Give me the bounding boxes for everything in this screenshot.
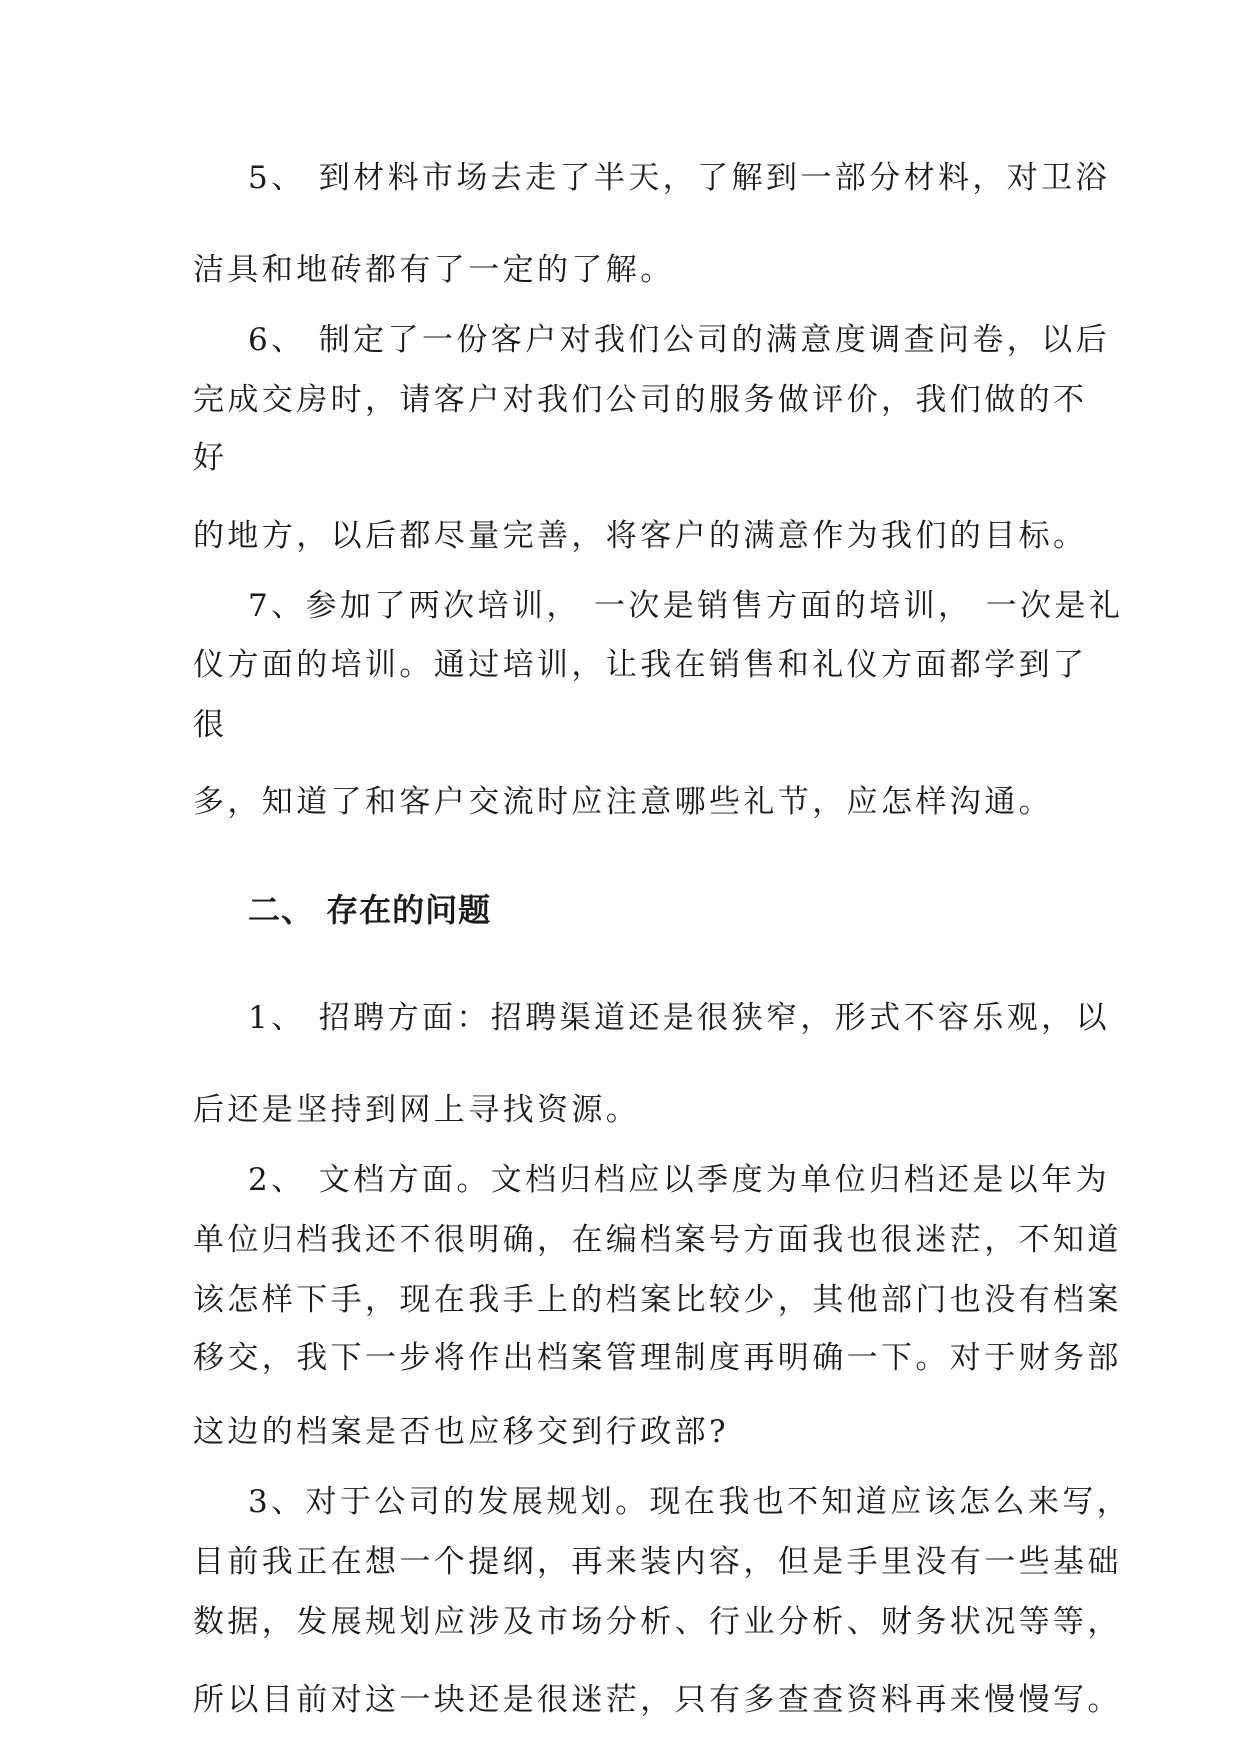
paragraph-line: 完成交房时，请客户对我们公司的服务做评价，我们做的不 <box>193 382 1088 418</box>
paragraph-line: 好 <box>193 440 228 476</box>
paragraph-line: 6、 制定了一份客户对我们公司的满意度调查问卷，以后 <box>248 322 1110 358</box>
paragraph-line: 多，知道了和客户交流时应注意哪些礼节，应怎样沟通。 <box>193 784 1053 820</box>
paragraph-line: 3、对于公司的发展规划。现在我也不知道应该怎么来写， <box>248 1484 1132 1520</box>
paragraph-line: 移交，我下一步将作出档案管理制度再明确一下。对于财务部 <box>193 1340 1122 1376</box>
section-heading: 二、 存在的问题 <box>248 891 492 929</box>
paragraph-line: 1、 招聘方面：招聘渠道还是很狭窄，形式不容乐观，以 <box>248 1000 1110 1036</box>
paragraph-line: 洁具和地砖都有了一定的了解。 <box>193 252 675 288</box>
paragraph-line: 该怎样下手，现在我手上的档案比较少，其他部门也没有档案 <box>193 1282 1122 1318</box>
paragraph-line: 这边的档案是否也应移交到行政部? <box>193 1414 730 1450</box>
paragraph-line: 单位归档我还不很明确，在编档案号方面我也很迷茫，不知道 <box>193 1222 1122 1258</box>
paragraph-line: 目前我正在想一个提纲，再来装内容，但是手里没有一些基础 <box>193 1544 1122 1580</box>
paragraph-line: 5、 到材料市场去走了半天，了解到一部分材料，对卫浴 <box>248 160 1110 196</box>
paragraph-line: 7、参加了两次培训， 一次是销售方面的培训， 一次是礼 <box>248 588 1124 624</box>
paragraph-line: 2、 文档方面。文档归档应以季度为单位归档还是以年为 <box>248 1162 1110 1198</box>
paragraph-line: 仪方面的培训。通过培训，让我在销售和礼仪方面都学到了 <box>193 647 1088 683</box>
paragraph-line: 数据，发展规划应涉及市场分析、行业分析、财务状况等等， <box>193 1604 1122 1640</box>
paragraph-line: 的地方，以后都尽量完善，将客户的满意作为我们的目标。 <box>193 518 1088 554</box>
paragraph-line: 很 <box>193 707 228 743</box>
paragraph-line: 后还是坚持到网上寻找资源。 <box>193 1092 641 1128</box>
paragraph-line: 所以目前对这一块还是很迷茫，只有多查查资料再来慢慢写。 <box>193 1682 1122 1718</box>
